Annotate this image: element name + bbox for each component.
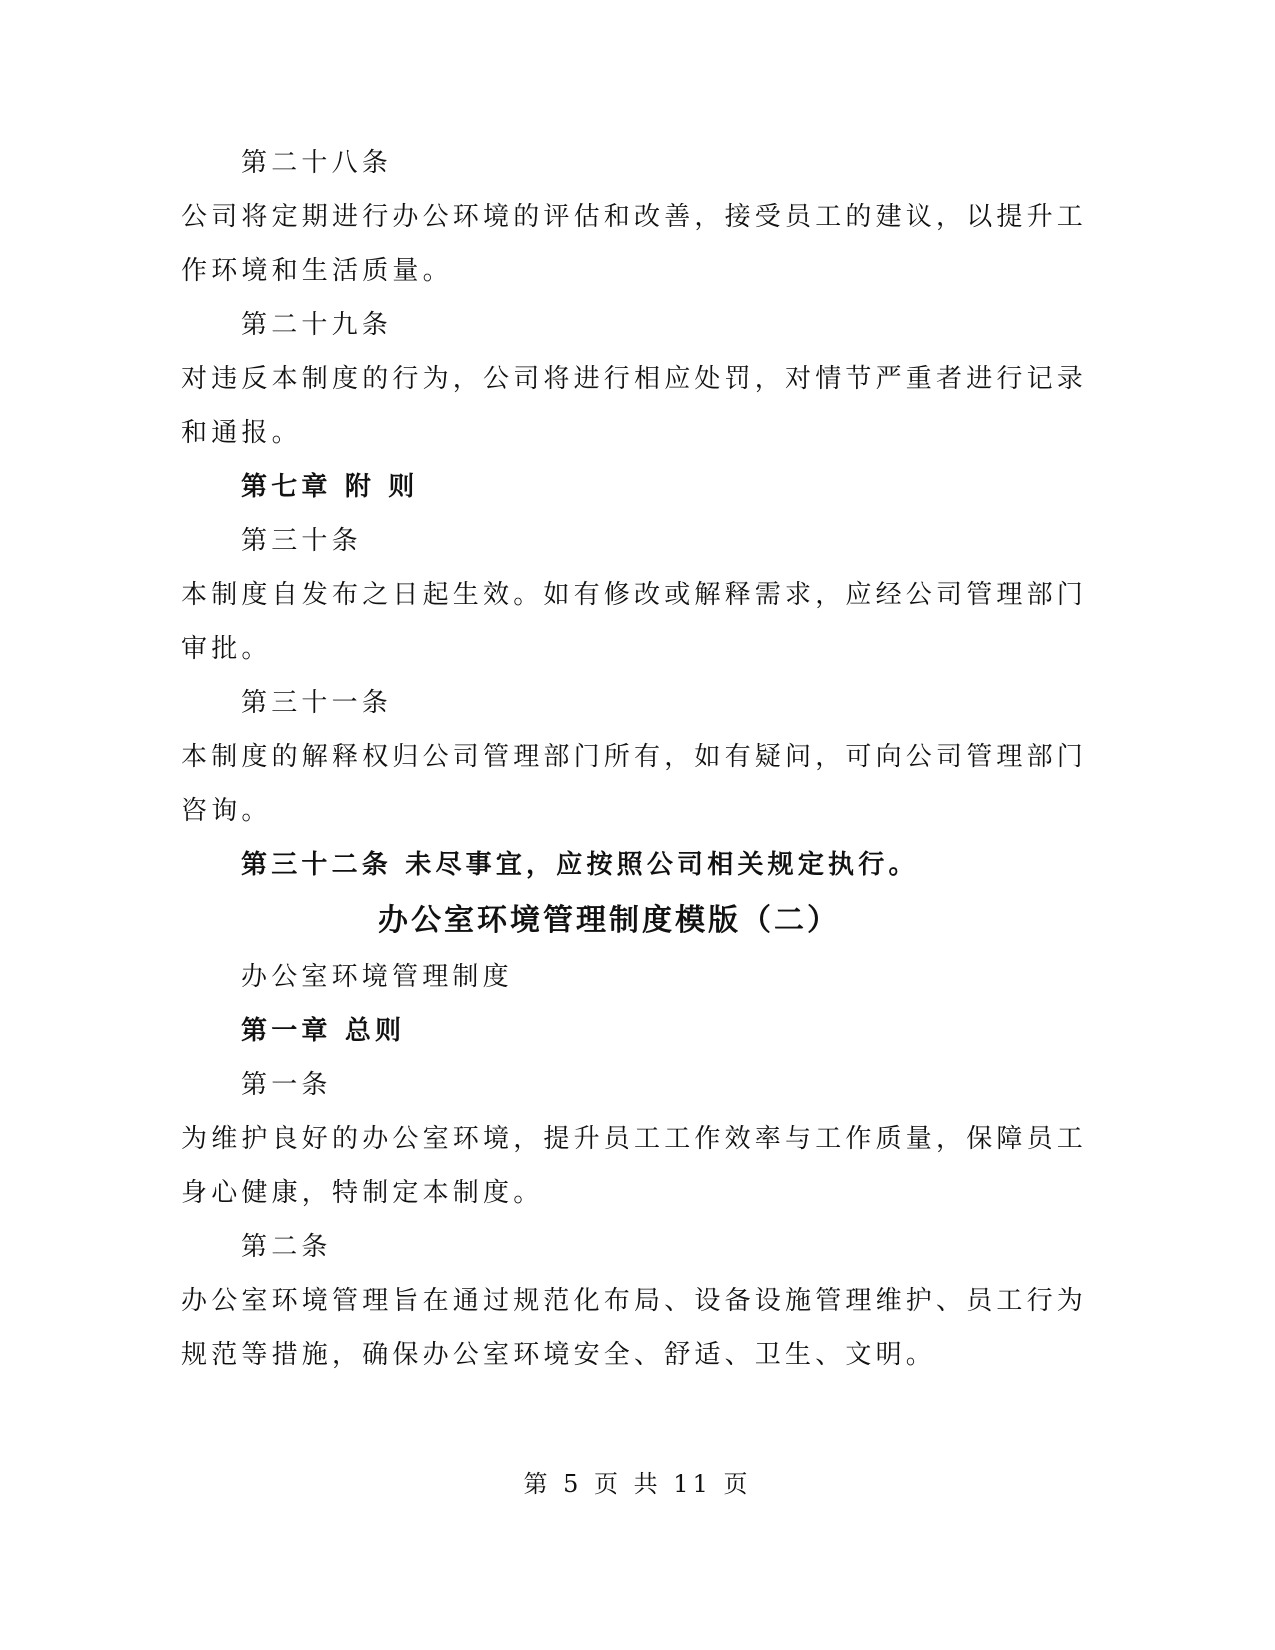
article-text: 本制度自发布之日起生效。如有修改或解释需求，应经公司管理部门 [181, 580, 1088, 610]
article-text: 公司将定期进行办公环境的评估和改善，接受员工的建议，以提升工 [181, 202, 1088, 232]
article-text: 身心健康，特制定本制度。 [181, 1178, 544, 1208]
section-title: 办公室环境管理制度模版（二） [378, 903, 840, 938]
article-number: 第二条 [241, 1232, 332, 1262]
chapter-heading: 第七章 附 则 [241, 472, 419, 502]
article-text: 咨询。 [181, 796, 272, 826]
article-text: 本制度的解释权归公司管理部门所有，如有疑问，可向公司管理部门 [181, 742, 1088, 772]
article-text: 规范等措施，确保办公室环境安全、舒适、卫生、文明。 [181, 1340, 937, 1370]
article-text: 审批。 [181, 634, 272, 664]
document-subtitle: 办公室环境管理制度 [241, 962, 513, 992]
article-number: 第三十一条 [241, 688, 393, 718]
chapter-heading: 第一章 总则 [241, 1016, 406, 1046]
article-number: 第二十九条 [241, 310, 393, 340]
page-footer: 第 5 页 共 11 页 [523, 1470, 752, 1498]
article-text: 办公室环境管理旨在通过规范化布局、设备设施管理维护、员工行为 [181, 1286, 1088, 1316]
article-number: 第二十八条 [241, 148, 393, 178]
article-text: 和通报。 [181, 418, 302, 448]
document-body [181, 136, 1088, 1382]
article-bold-statement: 第三十二条 未尽事宜，应按照公司相关规定执行。 [241, 850, 919, 880]
article-number: 第一条 [241, 1070, 332, 1100]
article-number: 第三十条 [241, 526, 362, 556]
article-text: 作环境和生活质量。 [181, 256, 453, 286]
article-text: 为维护良好的办公室环境，提升员工工作效率与工作质量，保障员工 [181, 1124, 1088, 1154]
article-text: 对违反本制度的行为，公司将进行相应处罚，对情节严重者进行记录 [181, 364, 1088, 394]
